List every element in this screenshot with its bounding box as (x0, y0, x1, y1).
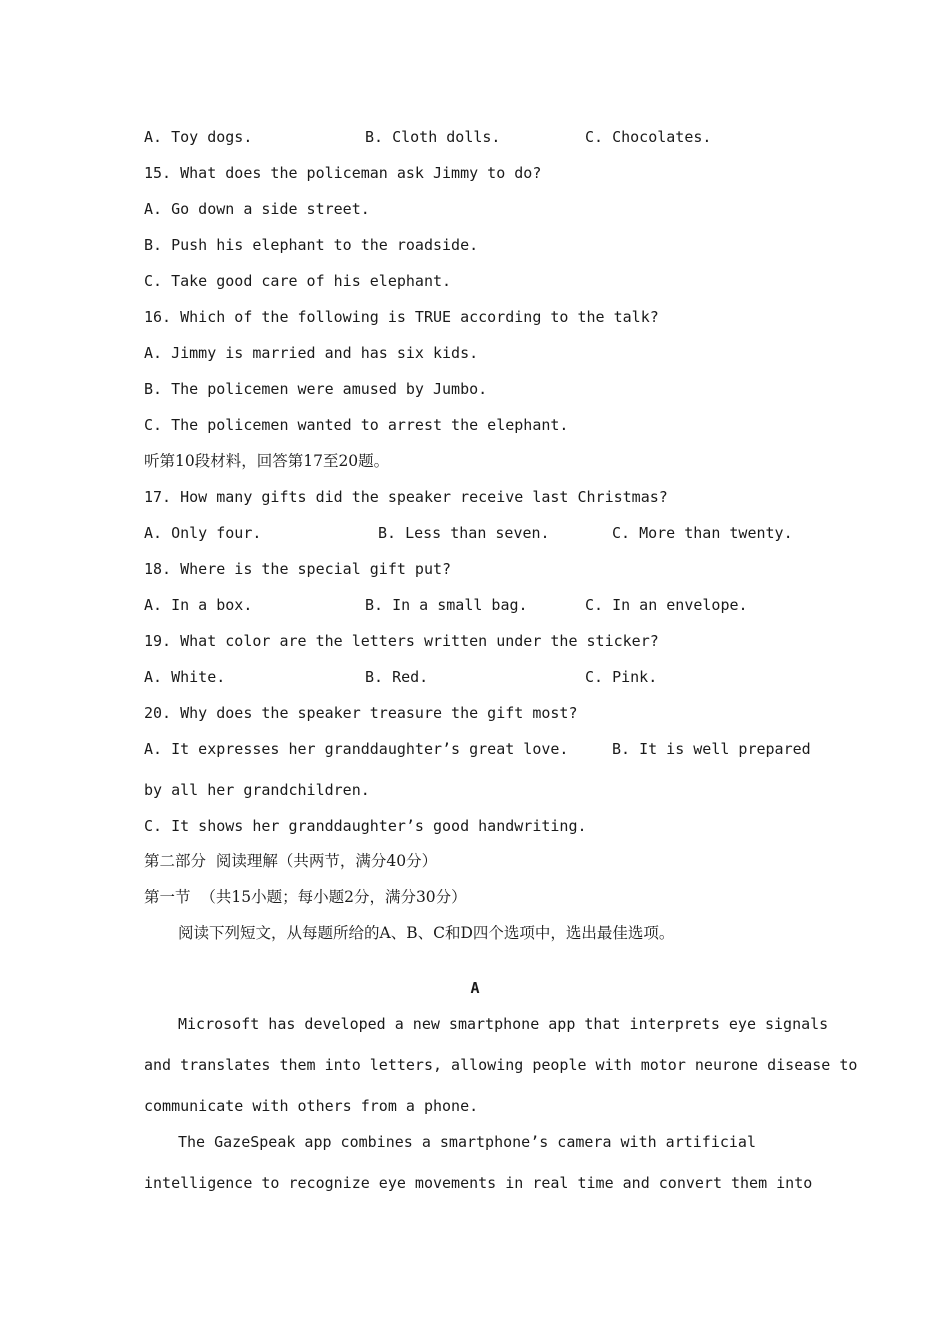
q20-option-b-continued: by all her grandchildren. (144, 781, 370, 799)
q20-option-a: A. It expresses her granddaughter’s great love. (144, 740, 569, 758)
q16-option-b: B. The policemen were amused by Jumbo. (144, 380, 488, 398)
q20-option-b: B. It is well prepared (612, 740, 811, 758)
q17-stem: 17. How many gifts did the speaker receive last Christmas? (144, 488, 668, 506)
passage-p1-line1: Microsoft has developed a new smartphone app that interprets eye signals (178, 1015, 829, 1033)
q19-stem: 19. What color are the letters written under the sticker? (144, 632, 659, 650)
section-one-heading: 第一节 （共15小题；每小题2分，满分30分） (144, 888, 467, 906)
q20-option-c: C. It shows her granddaughter’s good handwriting. (144, 817, 587, 835)
q15-option-a: A. Go down a side street. (144, 200, 370, 218)
q15-option-c: C. Take good care of his elephant. (144, 272, 452, 290)
section-10-instruction: 听第10段材料，回答第17至20题。 (144, 452, 390, 470)
q17-option-c: C. More than twenty. (612, 524, 793, 542)
q17-option-a: A. Only four. (144, 524, 262, 542)
passage-p2-line1: The GazeSpeak app combines a smartphone’s camera with artificial (178, 1133, 756, 1151)
passage-title: A (470, 979, 480, 997)
passage-p1-line2: and translates them into letters, allowing people with motor neurone disease to (144, 1056, 858, 1074)
q19-option-b: B. Red. (365, 668, 429, 686)
q14-option-b: B. Cloth dolls. (365, 128, 501, 146)
part-two-heading: 第二部分 阅读理解（共两节，满分40分） (144, 852, 438, 870)
q18-option-a: A. In a box. (144, 596, 253, 614)
q18-option-b: B. In a small bag. (365, 596, 528, 614)
q16-option-a: A. Jimmy is married and has six kids. (144, 344, 479, 362)
q18-option-c: C. In an envelope. (585, 596, 748, 614)
q15-stem: 15. What does the policeman ask Jimmy to do? (144, 164, 542, 182)
reading-instruction: 阅读下列短文，从每题所给的A、B、C和D四个选项中，选出最佳选项。 (178, 924, 675, 942)
q16-stem: 16. Which of the following is TRUE according to the talk? (144, 308, 659, 326)
passage-p2-line2: intelligence to recognize eye movements in real time and convert them into (144, 1174, 813, 1192)
q17-option-b: B. Less than seven. (378, 524, 550, 542)
passage-p1-line3: communicate with others from a phone. (144, 1097, 479, 1115)
q14-option-c: C. Chocolates. (585, 128, 712, 146)
q20-stem: 20. Why does the speaker treasure the gift most? (144, 704, 578, 722)
q15-option-b: B. Push his elephant to the roadside. (144, 236, 479, 254)
q18-stem: 18. Where is the special gift put? (144, 560, 452, 578)
q19-option-a: A. White. (144, 668, 226, 686)
q19-option-c: C. Pink. (585, 668, 658, 686)
q16-option-c: C. The policemen wanted to arrest the elephant. (144, 416, 569, 434)
q14-option-a: A. Toy dogs. (144, 128, 253, 146)
